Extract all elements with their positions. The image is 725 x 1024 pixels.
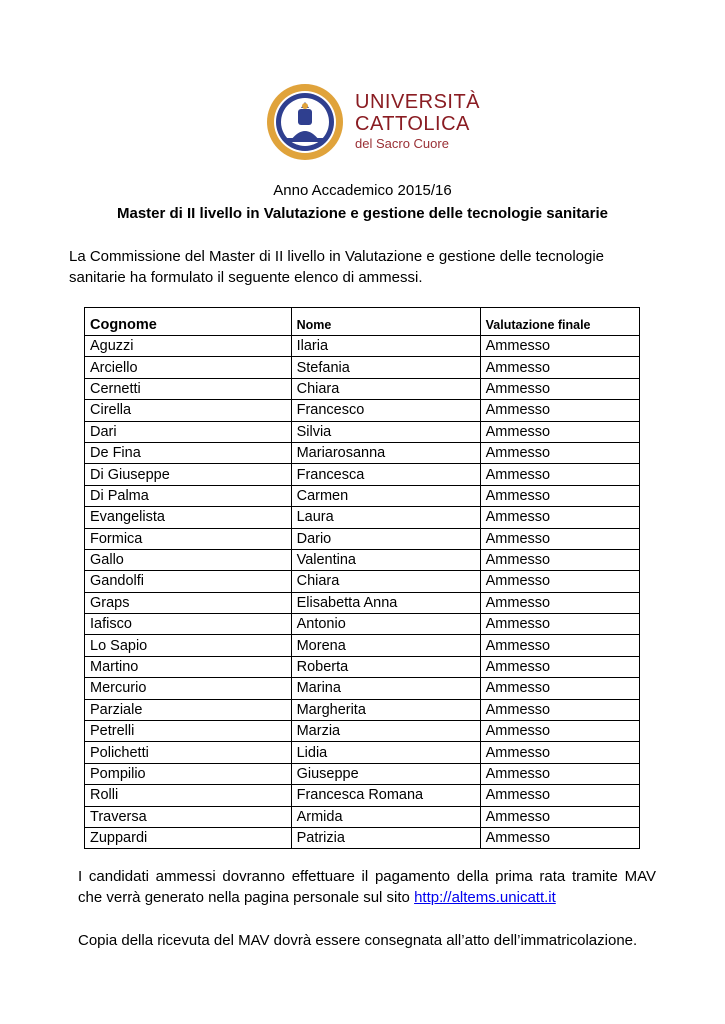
university-seal-icon [265,82,345,162]
table-row [85,378,640,399]
table-header-row [85,308,640,336]
cell-nome: Morena [291,635,480,656]
cell-nome: Mariarosanna [291,442,480,463]
receipt-paragraph: Copia della ricevuta del MAV dovrà essere consegnata all’atto dell’immatricolazione. [78,932,638,949]
table-row [85,336,640,357]
cell-valutazione: Ammesso [480,721,639,742]
payment-paragraph [78,866,656,908]
cell-cognome: Di Giuseppe [85,464,292,485]
table-row [85,699,640,720]
cell-valutazione: Ammesso [480,336,639,357]
cell-valutazione: Ammesso [480,421,639,442]
cell-valutazione: Ammesso [480,464,639,485]
cell-valutazione: Ammesso [480,678,639,699]
cell-nome: Chiara [291,378,480,399]
table-row [85,721,640,742]
cell-nome: Francesca [291,464,480,485]
altems-link[interactable]: http://altems.unicatt.it [414,889,556,906]
cell-valutazione: Ammesso [480,528,639,549]
cell-valutazione: Ammesso [480,592,639,613]
logo-line-2: CATTOLICA [355,113,470,135]
cell-nome: Francesco [291,400,480,421]
cell-cognome: Gandolfi [85,571,292,592]
table-row [85,485,640,506]
table-row [85,592,640,613]
cell-cognome: Di Palma [85,485,292,506]
admitted-table [84,307,640,849]
master-title: Master di II livello in Valutazione e gestione delle tecnologie sanitarie [117,205,608,222]
cell-nome: Giuseppe [291,763,480,784]
cell-cognome: Parziale [85,699,292,720]
cell-nome: Margherita [291,699,480,720]
cell-cognome: Iafisco [85,614,292,635]
cell-cognome: Rolli [85,785,292,806]
table-row [85,785,640,806]
table-row [85,549,640,570]
table-body [85,336,640,849]
table-row [85,400,640,421]
cell-nome: Elisabetta Anna [291,592,480,613]
cell-valutazione: Ammesso [480,785,639,806]
cell-cognome: De Fina [85,442,292,463]
cell-cognome: Traversa [85,806,292,827]
cell-valutazione: Ammesso [480,549,639,570]
cell-valutazione: Ammesso [480,763,639,784]
cell-nome: Marina [291,678,480,699]
cell-valutazione: Ammesso [480,507,639,528]
cell-nome: Stefania [291,357,480,378]
cell-valutazione: Ammesso [480,806,639,827]
cell-cognome: Pompilio [85,763,292,784]
logo-line-1: UNIVERSITÀ [355,91,481,113]
table-row [85,464,640,485]
cell-valutazione: Ammesso [480,442,639,463]
cell-cognome: Mercurio [85,678,292,699]
university-logo [265,82,481,164]
cell-cognome: Evangelista [85,507,292,528]
cell-cognome: Gallo [85,549,292,570]
cell-valutazione: Ammesso [480,485,639,506]
table-row [85,442,640,463]
table-row [85,357,640,378]
header-nome: Nome [291,308,480,336]
cell-nome: Silvia [291,421,480,442]
cell-nome: Carmen [291,485,480,506]
cell-cognome: Cirella [85,400,292,421]
table-row [85,635,640,656]
cell-nome: Francesca Romana [291,785,480,806]
logo-line-3: del Sacro Cuore [355,136,449,151]
table-row [85,763,640,784]
cell-cognome: Dari [85,421,292,442]
cell-cognome: Cernetti [85,378,292,399]
cell-valutazione: Ammesso [480,635,639,656]
cell-valutazione: Ammesso [480,571,639,592]
table-row [85,614,640,635]
cell-cognome: Aguzzi [85,336,292,357]
header-valutazione: Valutazione finale [480,308,639,336]
cell-cognome: Lo Sapio [85,635,292,656]
table-row [85,528,640,549]
cell-valutazione: Ammesso [480,614,639,635]
cell-nome: Roberta [291,656,480,677]
cell-nome: Laura [291,507,480,528]
table-row [85,678,640,699]
cell-valutazione: Ammesso [480,699,639,720]
table-row [85,421,640,442]
cell-cognome: Petrelli [85,721,292,742]
cell-nome: Dario [291,528,480,549]
header-cognome: Cognome [85,308,292,336]
cell-nome: Valentina [291,549,480,570]
cell-nome: Marzia [291,721,480,742]
table-row [85,827,640,848]
cell-cognome: Graps [85,592,292,613]
cell-cognome: Arciello [85,357,292,378]
cell-valutazione: Ammesso [480,742,639,763]
cell-nome: Patrizia [291,827,480,848]
cell-nome: Lidia [291,742,480,763]
payment-text: I candidati ammessi dovranno effettuare il pagamento della prima rata tramite MAV che verrà generato nella pagina personale sul sito [78,868,656,906]
table-row [85,656,640,677]
cell-valutazione: Ammesso [480,400,639,421]
cell-cognome: Zuppardi [85,827,292,848]
cell-valutazione: Ammesso [480,357,639,378]
cell-cognome: Polichetti [85,742,292,763]
cell-nome: Armida [291,806,480,827]
cell-valutazione: Ammesso [480,378,639,399]
academic-year: Anno Accademico 2015/16 [273,182,452,199]
university-wordmark [355,92,480,150]
cell-nome: Ilaria [291,336,480,357]
table-row [85,806,640,827]
cell-valutazione: Ammesso [480,656,639,677]
table-row [85,507,640,528]
table-row [85,742,640,763]
cell-valutazione: Ammesso [480,827,639,848]
table-row [85,571,640,592]
cell-nome: Antonio [291,614,480,635]
cell-cognome: Formica [85,528,292,549]
cell-nome: Chiara [291,571,480,592]
cell-cognome: Martino [85,656,292,677]
intro-paragraph: La Commissione del Master di II livello in Valutazione e gestione delle tecnologie sanitarie ha formulato il seguente elenco di ammessi. [69,248,605,286]
